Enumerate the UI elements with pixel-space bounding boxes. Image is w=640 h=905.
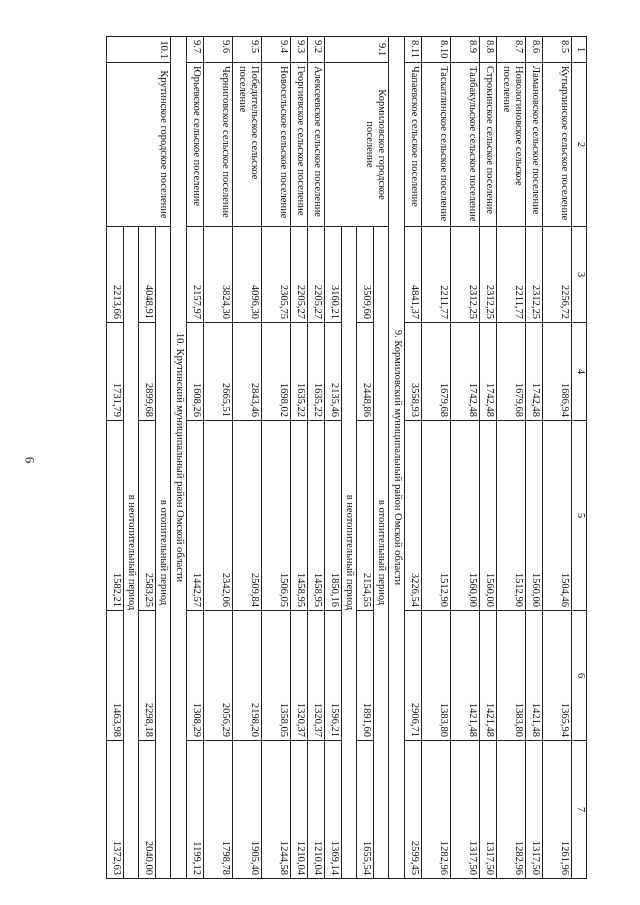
cell: 1635,22	[308, 323, 325, 421]
cell: 1383,80	[497, 611, 526, 741]
cell: 2213,66	[107, 227, 124, 323]
cell: 2906,71	[405, 611, 422, 741]
cell: 2843,46	[233, 323, 262, 421]
cell: 2154,55	[357, 421, 374, 611]
row-name: Чапаевское сельское поселение	[405, 63, 422, 227]
cell: 1421,48	[480, 611, 497, 741]
cell: 1317,50	[451, 741, 480, 879]
cell: 3509,60	[357, 227, 374, 323]
page-number: 6	[22, 456, 38, 464]
col-header: 1	[572, 37, 587, 63]
cell: 2665,51	[204, 323, 233, 421]
row-number: 10.1	[107, 37, 171, 63]
table-row	[204, 37, 233, 879]
cell: 1210,04	[308, 741, 325, 879]
cell: 1742,48	[480, 323, 497, 421]
cell: 1317,50	[526, 741, 543, 879]
cell: 2342,06	[204, 421, 233, 611]
row-number: 9.5	[233, 37, 262, 63]
cell: 1369,14	[325, 741, 342, 879]
cell: 1560,00	[526, 421, 543, 611]
cell: 1582,21	[107, 421, 124, 611]
cell: 3558,93	[405, 323, 422, 421]
cell: 1679,68	[422, 323, 451, 421]
table-row	[233, 37, 262, 879]
cell: 1358,05	[262, 611, 291, 741]
row-number: 9.6	[204, 37, 233, 63]
table-row	[187, 37, 204, 879]
row-name: Новосельское сельское поселение	[262, 63, 291, 227]
cell: 1261,96	[543, 741, 572, 879]
cell: 2135,46	[325, 323, 342, 421]
table-row	[451, 37, 480, 879]
cell: 1850,16	[325, 421, 342, 611]
col-header: 7	[572, 741, 587, 879]
column-number-row	[572, 37, 587, 879]
row-number: 8.7	[497, 37, 526, 63]
cell: 1210,04	[291, 741, 308, 879]
row-name: Кормиловское городское поселение	[325, 63, 389, 227]
cell: 1458,95	[291, 421, 308, 611]
cell: 1442,57	[187, 421, 204, 611]
row-name: Крутинское городское поселение	[107, 63, 171, 227]
cell: 1421,48	[451, 611, 480, 741]
section-title: 10. Крутинский муниципальный район Омской области	[171, 37, 187, 879]
row-number: 8.5	[543, 37, 572, 63]
row-number: 9.4	[262, 37, 291, 63]
table-row	[291, 37, 308, 879]
cell: 1308,29	[187, 611, 204, 741]
cell: 1506,05	[262, 421, 291, 611]
cell: 1320,37	[308, 611, 325, 741]
col-header: 5	[572, 421, 587, 611]
cell: 1504,46	[543, 421, 572, 611]
cell: 2157,97	[187, 227, 204, 323]
cell: 1742,48	[451, 323, 480, 421]
cell: 1372,63	[107, 741, 124, 879]
cell: 1282,96	[497, 741, 526, 879]
cell: 2312,25	[526, 227, 543, 323]
col-header: 4	[572, 323, 587, 421]
table-row	[422, 37, 451, 879]
tariff-table	[106, 36, 587, 879]
cell: 1686,94	[543, 323, 572, 421]
section-title-row	[389, 37, 405, 879]
cell: 2205,27	[291, 227, 308, 323]
cell: 1731,79	[107, 323, 124, 421]
row-name: Алексеевское сельское поселение	[308, 63, 325, 227]
row-number: 9.1	[325, 37, 389, 63]
row-number: 8.6	[526, 37, 543, 63]
row-name: Новологиновское сельское поселение	[497, 63, 526, 227]
cell: 2448,86	[357, 323, 374, 421]
row-name: Юрьевское сельское поселение	[187, 63, 204, 227]
cell: 2312,25	[480, 227, 497, 323]
rotated-sheet	[67, 36, 587, 878]
row-name: Строкинское сельское поселение	[480, 63, 497, 227]
cell: 1905,40	[233, 741, 262, 879]
cell: 1421,48	[526, 611, 543, 741]
cell: 1742,48	[526, 323, 543, 421]
cell: 1560,00	[451, 421, 480, 611]
cell: 1244,58	[262, 741, 291, 879]
period-label: в неотопительный период	[124, 227, 139, 879]
cell: 2509,84	[233, 421, 262, 611]
period-label: в отопительный период	[156, 227, 171, 879]
cell: 2256,72	[543, 227, 572, 323]
cell: 1383,80	[422, 611, 451, 741]
cell: 1698,02	[262, 323, 291, 421]
cell: 2040,00	[139, 741, 156, 879]
cell: 2211,77	[497, 227, 526, 323]
row-number: 9.7	[187, 37, 204, 63]
period-row	[374, 37, 389, 879]
cell: 1798,78	[204, 741, 233, 879]
cell: 4096,30	[233, 227, 262, 323]
cell: 2056,29	[204, 611, 233, 741]
table-row	[405, 37, 422, 879]
row-name: Талбакульское сельское поселение	[451, 63, 480, 227]
cell: 4841,37	[405, 227, 422, 323]
cell: 1317,50	[480, 741, 497, 879]
row-name: Победительское сельское поселение	[233, 63, 262, 227]
row-number: 8.9	[451, 37, 480, 63]
cell: 1560,00	[480, 421, 497, 611]
cell: 1282,96	[422, 741, 451, 879]
cell: 1199,12	[187, 741, 204, 879]
cell: 4048,91	[139, 227, 156, 323]
table-row	[526, 37, 543, 879]
cell: 1320,37	[291, 611, 308, 741]
section-title-row	[171, 37, 187, 879]
row-number: 9.3	[291, 37, 308, 63]
section-title: 9. Кормиловский муниципальный район Омской области	[389, 37, 405, 879]
row-name: Таскатлинское сельское поселение	[422, 63, 451, 227]
cell: 2198,20	[233, 611, 262, 741]
col-header: 2	[572, 63, 587, 227]
cell: 1608,26	[187, 323, 204, 421]
row-name: Черниговское сельское поселение	[204, 63, 233, 227]
table-row	[480, 37, 497, 879]
cell: 1655,54	[357, 741, 374, 879]
cell: 3226,54	[405, 421, 422, 611]
cell: 1635,22	[291, 323, 308, 421]
row-name: Георгиевское сельское поселение	[291, 63, 308, 227]
cell: 1463,98	[107, 611, 124, 741]
period-label: в отопительный период	[374, 227, 389, 879]
table-row	[543, 37, 572, 879]
row-name: Кутырлинское сельское поселение	[543, 63, 572, 227]
row-name: Ламановское сельское поселение	[526, 63, 543, 227]
cell: 1891,60	[357, 611, 374, 741]
row-number: 8.10	[422, 37, 451, 63]
col-header: 3	[572, 227, 587, 323]
cell: 1365,94	[543, 611, 572, 741]
cell: 1458,95	[308, 421, 325, 611]
cell: 3824,30	[204, 227, 233, 323]
table-row	[262, 37, 291, 879]
table-row	[497, 37, 526, 879]
cell: 2298,18	[139, 611, 156, 741]
cell: 1512,90	[422, 421, 451, 611]
period-row	[156, 37, 171, 879]
col-header: 6	[572, 611, 587, 741]
row-number: 8.8	[480, 37, 497, 63]
cell: 2899,68	[139, 323, 156, 421]
table-row	[308, 37, 325, 879]
cell: 2583,25	[139, 421, 156, 611]
cell: 1512,90	[497, 421, 526, 611]
cell: 2205,27	[308, 227, 325, 323]
row-number: 9.2	[308, 37, 325, 63]
cell: 1596,21	[325, 611, 342, 741]
cell: 3160,21	[325, 227, 342, 323]
cell: 1679,68	[497, 323, 526, 421]
cell: 2211,77	[422, 227, 451, 323]
row-number: 8.11	[405, 37, 422, 63]
period-label: в неотопительный период	[342, 227, 357, 879]
cell: 2599,45	[405, 741, 422, 879]
cell: 2305,75	[262, 227, 291, 323]
cell: 2312,25	[451, 227, 480, 323]
